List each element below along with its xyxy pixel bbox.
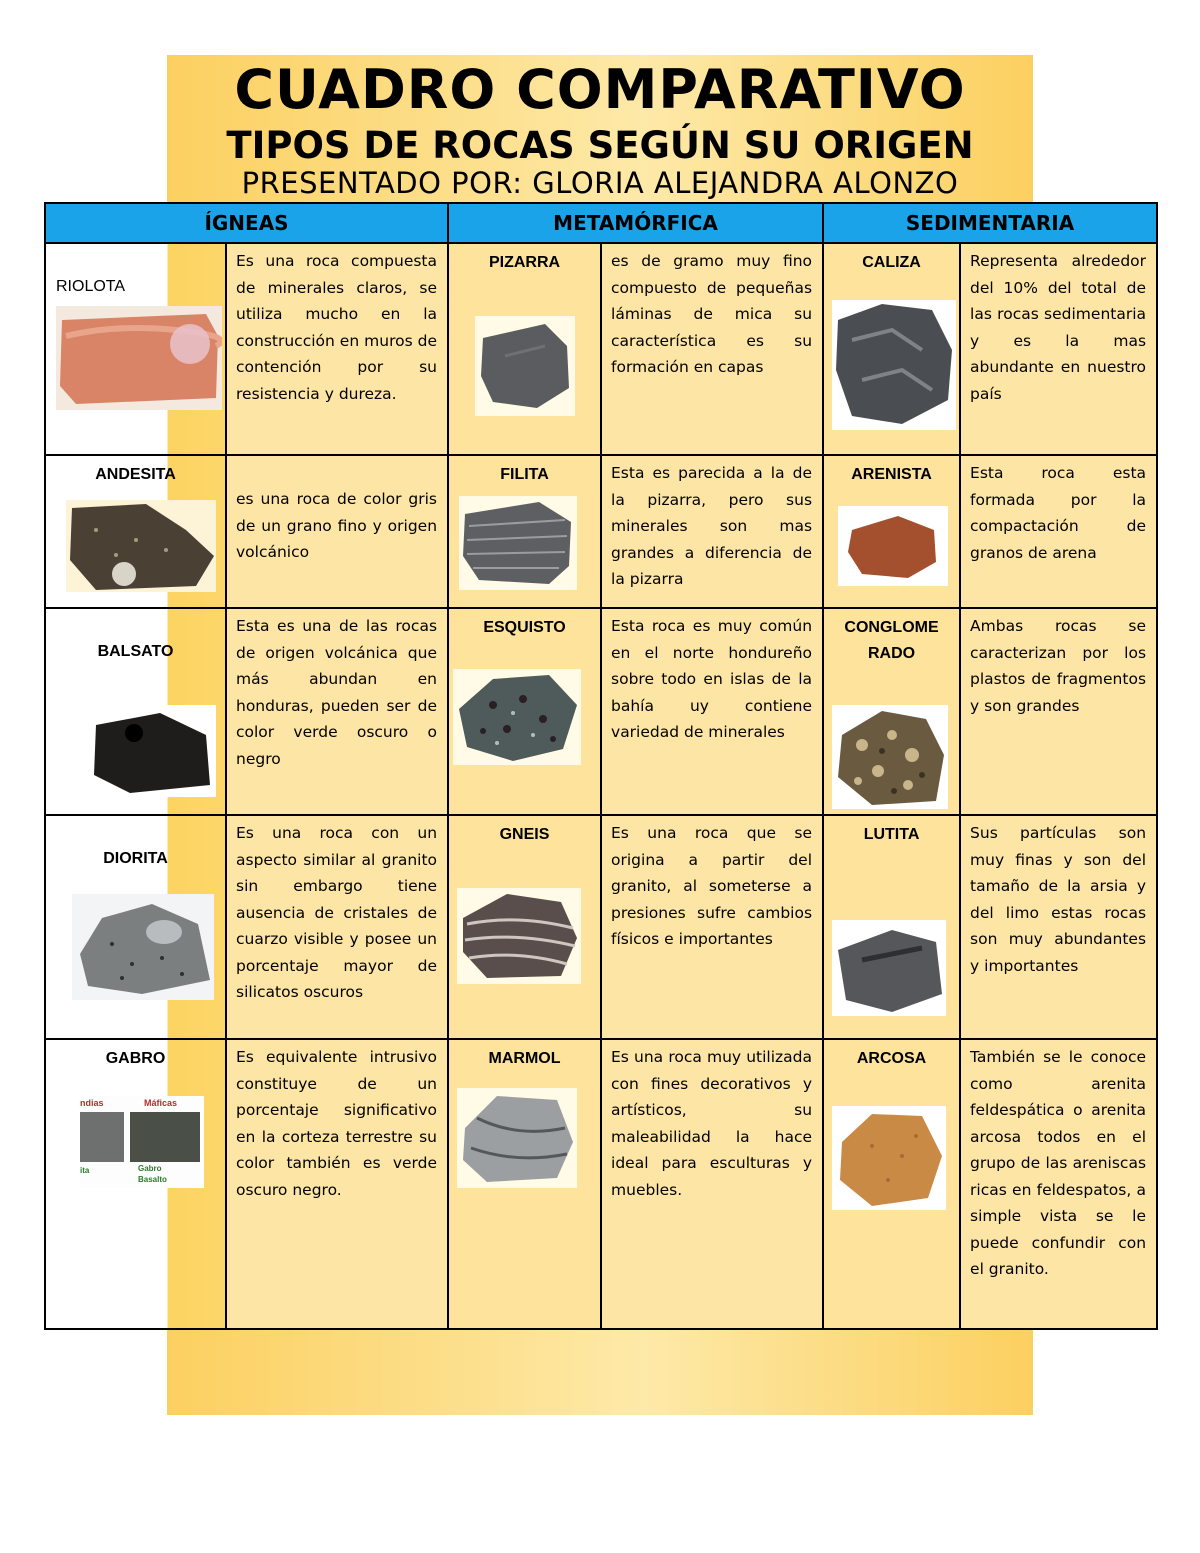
rock-desc-esquisto: Esta roca es muy común en el norte hondureño sobre todo en islas de la bahía uy contiene variedad de minerales (601, 608, 823, 815)
rock-cell-lutita (823, 815, 960, 1039)
rock-desc-pizarra: es de gramo muy fino compuesto de pequeñas láminas de mica su característica es su formación en capas (601, 243, 823, 455)
rock-desc-diorita: Es una roca con un aspecto similar al granito sin embargo tiene ausencia de cristales de cuarzo visible y posee un porcentaje mayor de silicatos oscuros (226, 815, 448, 1039)
comparison-table (44, 202, 1158, 1330)
gabro-sample-right (130, 1112, 200, 1162)
arcosa-rock-image (832, 1106, 946, 1210)
rock-desc-arcosa: También se le conoce como arenita feldespática o arenita arcosa todos en el grupo de las areniscas ricas en feldespatos, a simple vista se le puede confundir con el granito. (960, 1039, 1157, 1329)
basalto-rock-image (90, 705, 216, 797)
rock-cell-arenista (823, 455, 960, 608)
rock-cell-filita (448, 455, 601, 608)
author-line: PRESENTADO POR: GLORIA ALEJANDRA ALONZO (241, 166, 959, 200)
rock-cell-marmol (448, 1039, 601, 1329)
lutita-rock-image (832, 920, 946, 1016)
marmol-rock-image (457, 1088, 577, 1188)
rock-name: CALIZA (862, 254, 921, 271)
gabro-comparison-image: ndias Máficas ita Gabro Basalto (80, 1096, 204, 1188)
andesita-rock-image (66, 500, 216, 592)
rock-name: RIOLOTA (56, 278, 126, 295)
rock-name: MARMOL (488, 1050, 561, 1067)
header-metamorfica: METAMÓRFICA (448, 203, 823, 243)
rock-desc-balsato: Esta es una de las rocas de origen volcánica que más abundan en honduras, pueden ser de color verde oscuro o negro (226, 608, 448, 815)
table-row (45, 608, 1157, 815)
rock-cell-balsato (45, 608, 226, 815)
gneis-rock-image (457, 888, 581, 984)
header-row (45, 203, 1157, 243)
rock-cell-gneis (448, 815, 601, 1039)
diorita-rock-image (72, 894, 214, 1000)
caliza-rock-image (832, 300, 956, 430)
rock-name: ARCOSA (856, 1050, 927, 1067)
table-row (45, 815, 1157, 1039)
rock-desc-gneis: Es una roca que se origina a partir del granito, al someterse a presiones sufre cambios físicos e importantes (601, 815, 823, 1039)
rock-name: DIORITA (103, 850, 168, 867)
header-igneas: ÍGNEAS (45, 203, 448, 243)
pizarra-rock-image (475, 316, 575, 416)
riolita-rock-image (56, 306, 222, 410)
rock-name: ANDESITA (95, 466, 176, 483)
rock-name: GABRO (105, 1050, 166, 1067)
esquisto-rock-image (453, 669, 581, 765)
rock-desc-arenista: Esta roca esta formada por la compactación de granos de arena (960, 455, 1157, 608)
rock-desc-filita: Esta es parecida a la de la pizarra, pero sus minerales son mas grandes a diferencia de la pizarra (601, 455, 823, 608)
rock-name: LUTITA (863, 826, 920, 843)
rock-name: ARENISTA (851, 466, 932, 483)
table-row (45, 1039, 1157, 1329)
filita-rock-image (459, 496, 577, 590)
rock-cell-diorita (45, 815, 226, 1039)
rock-desc-lutita: Sus partículas son muy finas y son del tamaño de la arsia y del limo estas rocas son muy abundantes y importantes (960, 815, 1157, 1039)
rock-desc-gabro: Es equivalente intrusivo constituye de un porcentaje significativo en la corteza terrestre su color también es verde oscuro negro. (226, 1039, 448, 1329)
conglomerado-rock-image (832, 705, 948, 809)
page-title: CUADRO COMPARATIVO (234, 58, 966, 121)
rock-cell-riolota (45, 243, 226, 455)
rock-name-line1: CONGLOME (844, 619, 939, 636)
table-row (45, 243, 1157, 455)
arenista-rock-image (838, 506, 948, 586)
rock-desc-riolota: Es una roca compuesta de minerales claros, se utiliza mucho en la construcción en muros de contención por su resistencia y dureza. (226, 243, 448, 455)
rock-desc-marmol: Es una roca muy utilizada con fines decorativos y artísticos, su maleabilidad la hace ideal para esculturas y muebles. (601, 1039, 823, 1329)
rock-name-line2: RADO (867, 645, 916, 662)
rock-name: GNEIS (499, 826, 550, 843)
rock-desc-caliza: Representa alrededor del 10% del total de las rocas sedimentaria y es la mas abundante en nuestro país (960, 243, 1157, 455)
rock-cell-gabro (45, 1039, 226, 1329)
gabro-sample-left (80, 1112, 124, 1162)
page-subtitle: TIPOS DE ROCAS SEGÚN SU ORIGEN (226, 124, 974, 167)
header-sedimentaria: SEDIMENTARIA (823, 203, 1157, 243)
rock-cell-caliza (823, 243, 960, 455)
rock-cell-andesita (45, 455, 226, 608)
rock-desc-conglomerado: Ambas rocas se caracterizan por los plastos de fragmentos y son grandes (960, 608, 1157, 815)
table-row (45, 455, 1157, 608)
rock-cell-esquisto (448, 608, 601, 815)
rock-name: ESQUISTO (483, 619, 566, 636)
rock-cell-arcosa (823, 1039, 960, 1329)
rock-name: BALSATO (97, 643, 174, 660)
rock-cell-conglomerado (823, 608, 960, 815)
rock-cell-pizarra (448, 243, 601, 455)
rock-name: FILITA (500, 466, 549, 483)
rock-desc-andesita: es una roca de color gris de un grano fino y origen volcánico (226, 455, 448, 608)
rock-name: PIZARRA (488, 254, 561, 271)
